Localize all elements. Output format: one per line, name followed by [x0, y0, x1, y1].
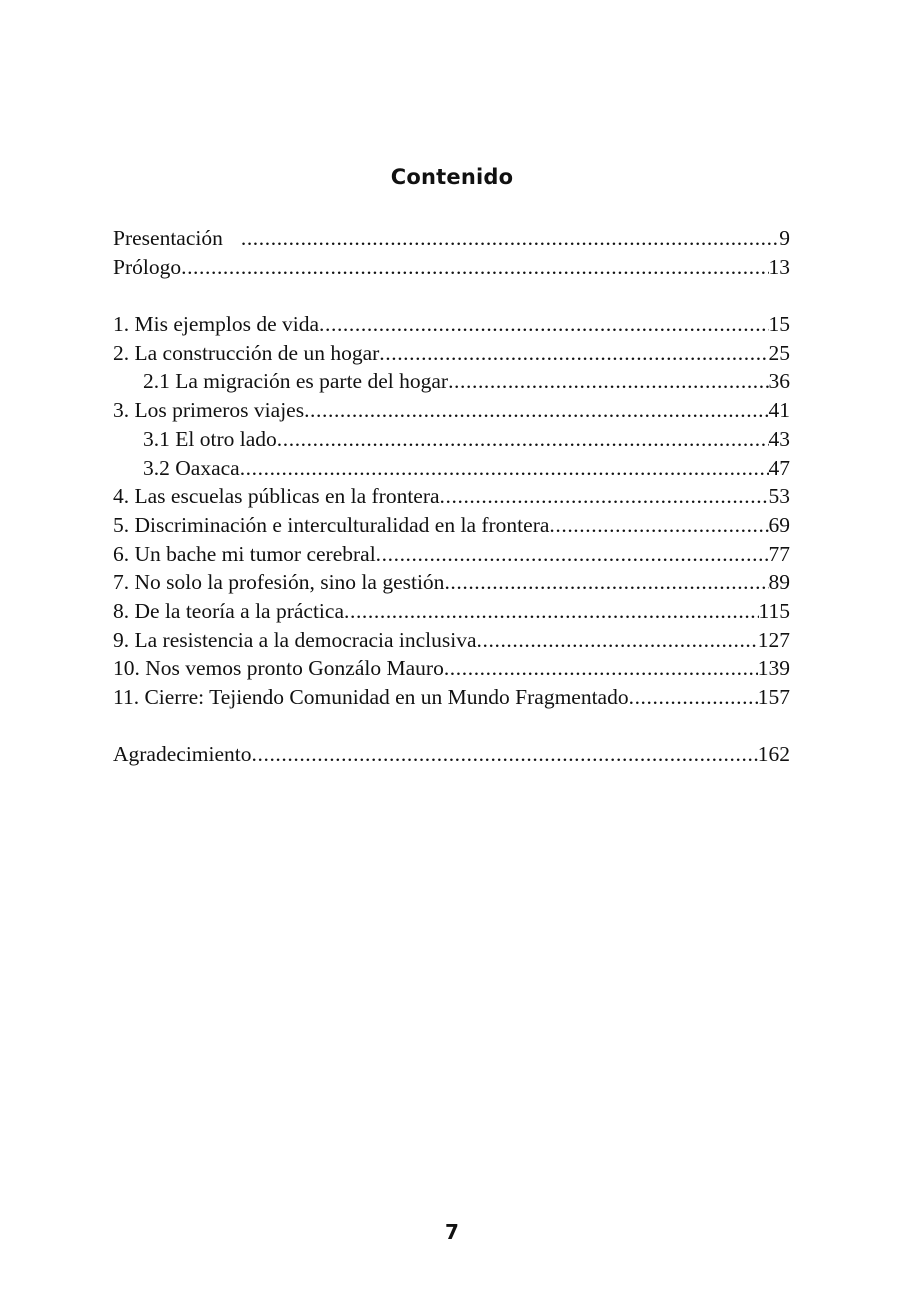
- toc-entry-chapter-8: [113, 597, 790, 626]
- dot-leader: [319, 310, 768, 339]
- dot-leader: [549, 511, 768, 540]
- dot-leader: [379, 339, 768, 368]
- toc-entry-page: 139: [757, 656, 790, 681]
- toc-entry-page: 13: [768, 254, 790, 279]
- toc-entry-chapter-11: [113, 683, 790, 712]
- toc-entry-page: 15: [768, 312, 790, 337]
- toc-entry-page: 69: [768, 512, 790, 537]
- toc-entry-chapter-10: [113, 654, 790, 683]
- toc-entry-chapter-7: [113, 568, 790, 597]
- dot-leader: [440, 482, 769, 511]
- toc-entry-agradecimiento: [113, 740, 790, 769]
- toc-entry-label: 3.2 Oaxaca: [143, 455, 240, 480]
- dot-leader: [448, 367, 768, 396]
- toc-entry-chapter-5: [113, 511, 790, 540]
- toc-entry-label: 7. No solo la profesión, sino la gestión: [113, 570, 445, 595]
- dot-leader: [241, 224, 779, 253]
- toc-entry-page: 115: [758, 598, 790, 623]
- toc-entry-page: 127: [757, 627, 790, 652]
- toc-entry-page: 89: [768, 570, 790, 595]
- dot-leader: [240, 454, 769, 483]
- toc-entry-page: 36: [768, 369, 790, 394]
- toc-entry-presentacion: [113, 224, 790, 253]
- toc-entry-page: 41: [768, 398, 790, 423]
- toc-entry-label: 5. Discriminación e interculturalidad en la frontera: [113, 512, 550, 537]
- toc-entry-label: 6. Un bache mi tumor cerebral: [113, 541, 376, 566]
- toc-entry-label: 1. Mis ejemplos de vida: [113, 312, 320, 337]
- dot-leader: [181, 253, 768, 282]
- toc-entry-label: 3. Los primeros viajes: [113, 398, 305, 423]
- toc-entry-label: Prólogo: [113, 254, 182, 279]
- toc-entry-section-3-2: [113, 454, 790, 483]
- page-number: 7: [445, 1220, 459, 1244]
- toc-entry-chapter-1: [113, 310, 790, 339]
- dot-leader: [304, 396, 768, 425]
- toc-title: Contenido: [390, 165, 514, 189]
- toc-entry-section-3-1: [113, 425, 790, 454]
- dot-leader: [376, 540, 769, 569]
- dot-leader: [277, 425, 769, 454]
- dot-leader: [344, 597, 759, 626]
- toc-entry-label: 9. La resistencia a la democracia inclusiva: [113, 627, 477, 652]
- toc-entry-page: 53: [768, 484, 790, 509]
- toc-entry-label: 11. Cierre: Tejiendo Comunidad en un Mundo Fragmentado: [113, 685, 629, 709]
- toc-entry-label: 2. La construcción de un hogar: [113, 340, 380, 365]
- toc-entry-page: 25: [768, 340, 790, 365]
- toc-entry-label: Presentación: [113, 226, 223, 250]
- toc-entry-label: 4. Las escuelas públicas en la frontera: [113, 484, 440, 509]
- dot-leader: [444, 654, 758, 683]
- toc-entry-chapter-3: [113, 396, 790, 425]
- dot-leader: [477, 626, 758, 655]
- toc-entry-page: 47: [768, 455, 790, 480]
- toc-entry-prologo: [113, 253, 790, 282]
- toc-entry-label: 3.1 El otro lado: [143, 426, 277, 451]
- dot-leader: [252, 740, 758, 769]
- toc-entry-chapter-2: [113, 339, 790, 368]
- dot-leader: [629, 683, 758, 712]
- toc-entry-chapter-6: [113, 540, 790, 569]
- dot-leader: [444, 568, 768, 597]
- toc-entry-label: Agradecimiento: [113, 742, 252, 767]
- toc-entry-page: 157: [757, 685, 790, 709]
- table-of-contents: [113, 224, 790, 769]
- toc-entry-chapter-9: [113, 626, 790, 655]
- toc-entry-label: 8. De la teoría a la práctica: [113, 598, 344, 623]
- toc-entry-chapter-4: [113, 482, 790, 511]
- toc-entry-page: 43: [768, 426, 790, 451]
- toc-entry-label: 2.1 La migración es parte del hogar: [143, 369, 449, 394]
- toc-entry-page: 77: [768, 541, 790, 566]
- toc-entry-page: 9: [779, 226, 790, 250]
- toc-entry-section-2-1: [113, 367, 790, 396]
- toc-entry-page: 162: [757, 742, 790, 767]
- toc-entry-label: 10. Nos vemos pronto Gonzálo Mauro: [113, 656, 444, 681]
